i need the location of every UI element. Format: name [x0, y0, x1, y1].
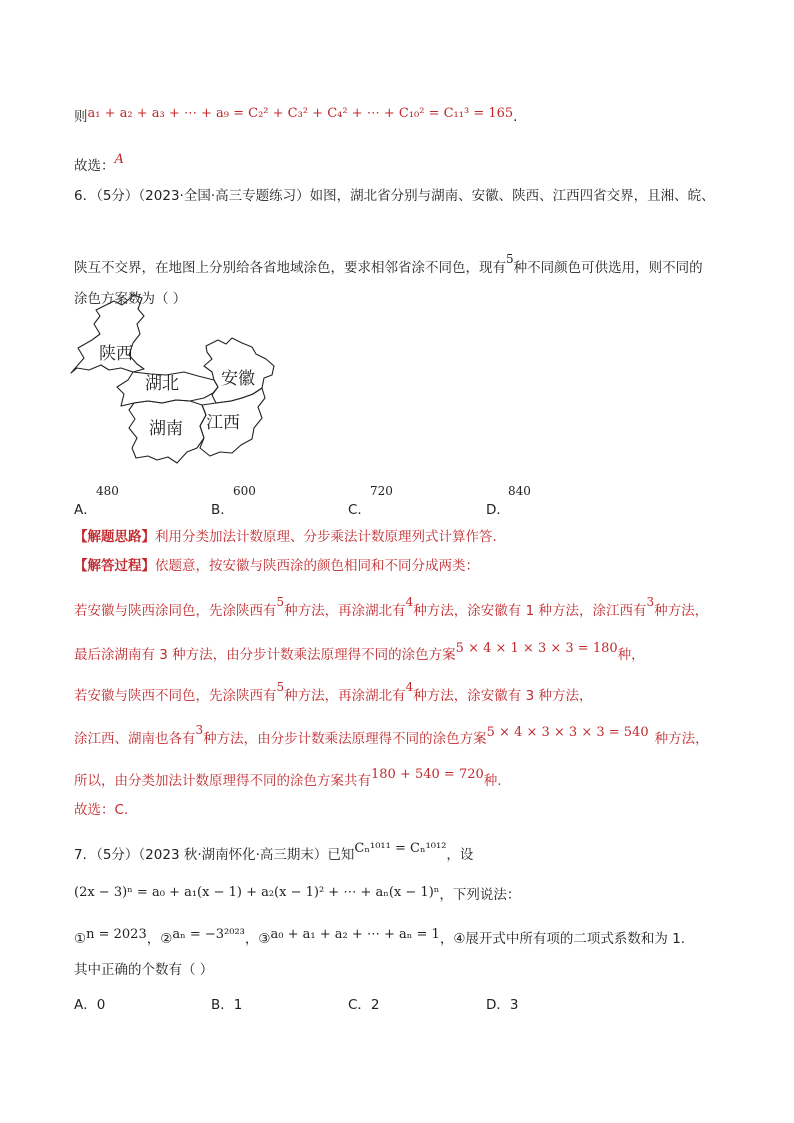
q6-step4: 涂江西、湖南也各有3种方法，由分步计数乘法原理得不同的涂色方案5 × 4 × 3 × 3 × 3 = 540 种方法， [74, 723, 709, 747]
formula-540: 5 × 4 × 3 × 3 × 3 = 540 [486, 725, 649, 740]
q6-stem-text: 陕互不交界，在地图上分别给各省地域涂色，要求相邻省涂不同色，现有 [74, 260, 506, 276]
q6-step1: 若安徽与陕西涂同色，先涂陕西有5种方法，再涂湖北有4种方法，涂安徽有 1 种方法，涂江西有3种方法， [74, 595, 709, 619]
choice-value: 840 [508, 484, 531, 498]
choice-letter: D． [486, 502, 510, 518]
process-text: 依题意，按安徽与陕西涂的颜色相同和不同分成两类： [155, 558, 479, 574]
q5-conclusion-line [74, 108, 517, 127]
q7-choice-d[interactable]: D．3 [486, 997, 519, 1013]
q5-formula: a₁ + a₂ + a₃ + ⋯ + a₉ = C₂² + C₃² + C₄² + ⋯ + C₁₀² = C₁₁³ = 165 [87, 106, 514, 121]
choice-letter: C． [348, 502, 371, 518]
q5-answer-value: A [114, 152, 124, 167]
q6-choice-a[interactable] [74, 484, 119, 518]
process-label: 【解答过程】 [74, 558, 155, 574]
q7-expansion: (2x − 3)ⁿ = a₀ + a₁(x − 1) + a₂(x − 1)² + ⋯ + aₙ(x − 1)ⁿ [74, 885, 440, 900]
formula-720: 180 + 540 = 720 [371, 767, 484, 782]
q7-binomial-condition: Cₙ¹⁰¹¹ = Cₙ¹⁰¹² [354, 841, 447, 856]
idea-text: 利用分类加法计数原理、分步乘法计数原理列式计算作答. [155, 529, 497, 545]
q6-stem-line1: 6．（5分）（2023·全国·高三专题练习）如图，湖北省分别与湖南、安徽、陕西、江西四省交界，且湘、皖、 [74, 188, 715, 204]
q6-stem-line2 [74, 252, 703, 277]
q6-stem-line3: 涂色方案数为（ ） [74, 291, 187, 307]
q6-step3: 若安徽与陕西不同色，先涂陕西有5种方法，再涂湖北有4种方法，涂安徽有 3 种方法， [74, 680, 593, 704]
label-shaanxi: 陕西 [99, 344, 133, 364]
province-map [66, 288, 286, 473]
label-anhui: 安徽 [221, 369, 255, 389]
q5-answer [74, 152, 124, 176]
choice-value: 720 [370, 484, 393, 498]
q6-choice-b[interactable] [211, 484, 256, 518]
q7-question: 其中正确的个数有（ ） [74, 962, 214, 978]
choice-value: 600 [233, 484, 256, 498]
label-jiangxi: 江西 [206, 413, 240, 433]
q7-choice-c[interactable]: C．2 [348, 997, 380, 1013]
q5-prefix: 则 [74, 109, 88, 125]
q6-step2: 最后涂湖南有 3 种方法，由分步计数乘法原理得不同的涂色方案5 × 4 × 1 × 3 × 3 = 180种， [74, 641, 645, 663]
q6-idea [74, 528, 497, 546]
q6-answer: 故选：C. [74, 802, 129, 818]
q7-stem-line1: 7．（5分）（2023 秋·湖南怀化·高三期末）已知Cₙ¹⁰¹¹ = Cₙ¹⁰¹²，设 [74, 841, 474, 863]
label-hunan: 湖南 [149, 419, 183, 439]
idea-label: 【解题思路】 [74, 529, 155, 545]
q6-color-count: 5 [506, 252, 514, 266]
q5-suffix: . [513, 109, 518, 125]
choice-value: 480 [96, 484, 119, 498]
formula-180: 5 × 4 × 1 × 3 × 3 = 180 [455, 641, 618, 656]
choice-letter: A． [74, 502, 97, 518]
q7-statements: ①n = 2023，②aₙ = −3²⁰²³，③a₀ + a₁ + a₂ + ⋯ + aₙ = 1，④展开式中所有项的二项式系数和为 1. [74, 927, 686, 947]
q6-choice-c[interactable] [348, 484, 393, 518]
q6-process [74, 557, 479, 575]
q7-choice-b[interactable]: B．1 [211, 997, 243, 1013]
q7-stem-line2: (2x − 3)ⁿ = a₀ + a₁(x − 1) + a₂(x − 1)² + ⋯ + aₙ(x − 1)ⁿ，下列说法： [74, 885, 521, 903]
q7-choice-a[interactable]: A．0 [74, 997, 106, 1013]
choice-letter: B． [211, 502, 234, 518]
q6-choice-d[interactable] [486, 484, 531, 518]
q6-step5: 所以，由分类加法计数原理得不同的涂色方案共有180 + 540 = 720种. [74, 767, 502, 789]
label-hubei: 湖北 [145, 374, 179, 394]
q6-stem-text: 种不同颜色可供选用，则不同的 [513, 260, 703, 276]
q5-answer-label: 故选： [74, 158, 115, 174]
